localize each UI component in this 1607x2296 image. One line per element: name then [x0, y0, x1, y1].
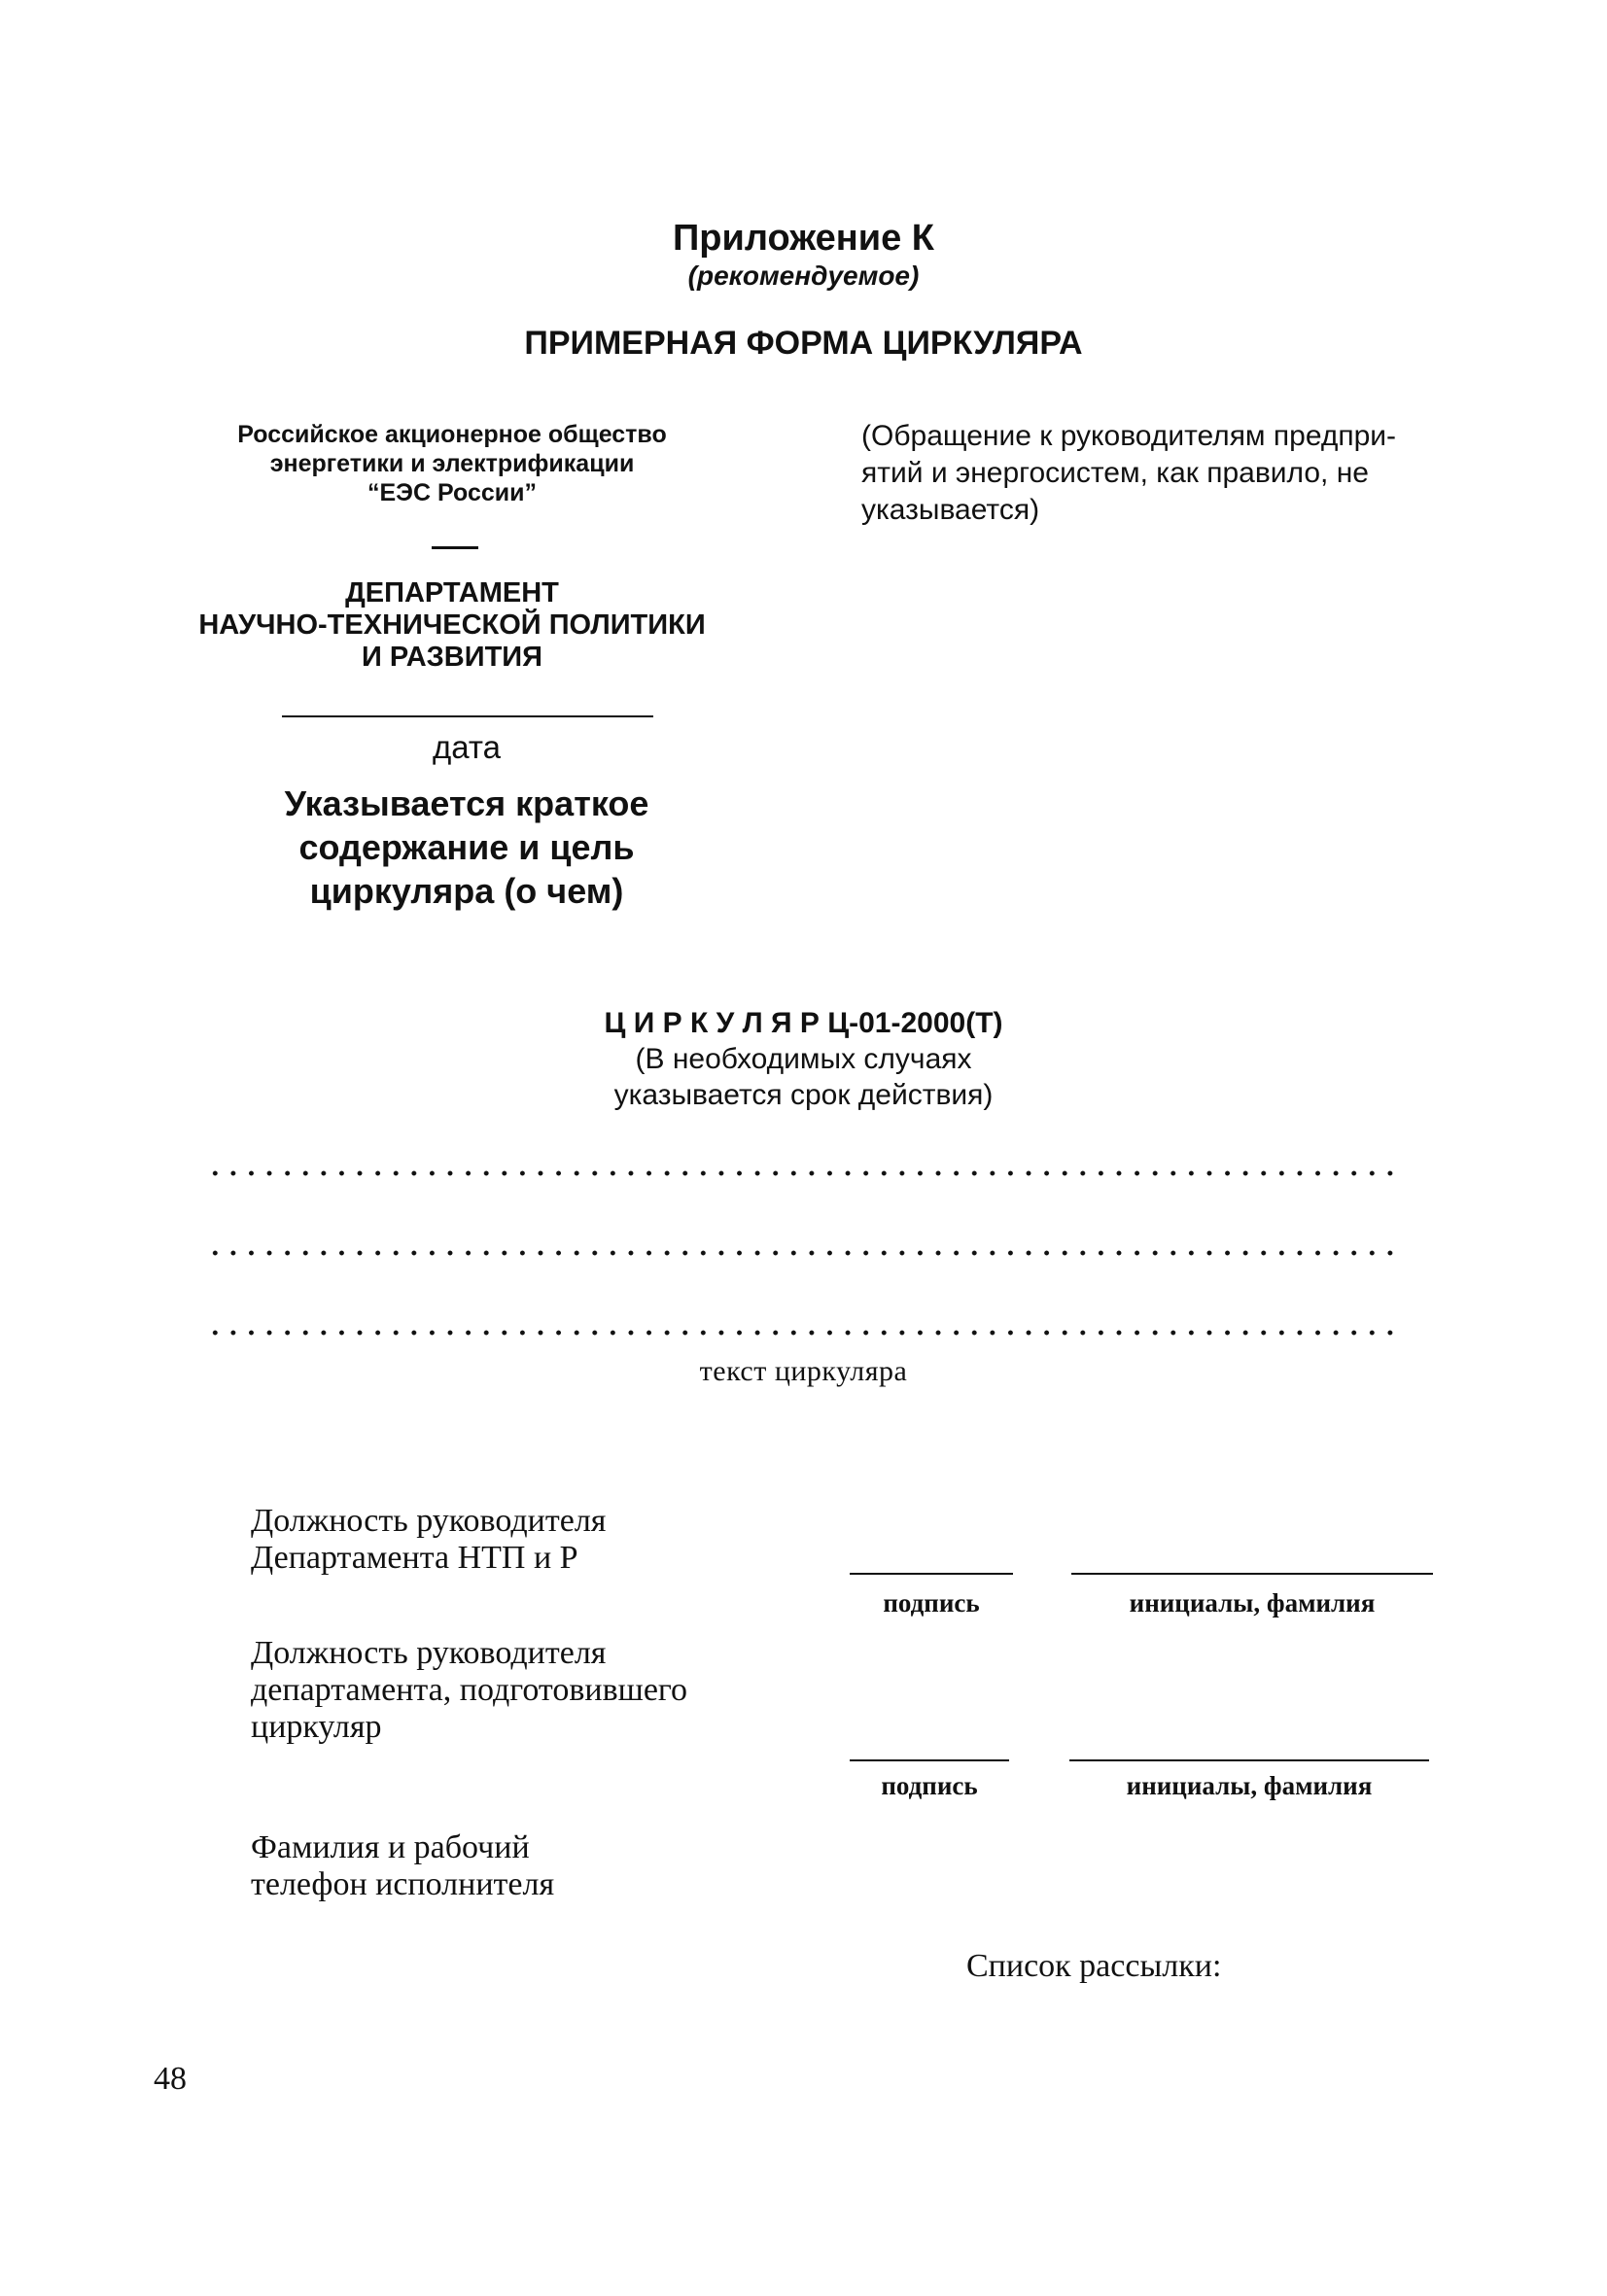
signer2-position-line: Должность руководителя	[251, 1635, 607, 1671]
appendix-title: Приложение К	[672, 218, 934, 259]
signer2-position-line: циркуляр	[251, 1709, 382, 1745]
signer1-position-line: Департамента НТП и Р	[251, 1540, 578, 1576]
signer2-name-line	[1069, 1759, 1429, 1761]
signer2-position	[251, 1635, 687, 1746]
date-line	[282, 715, 653, 717]
department-line: ДЕПАРТАМЕНТ	[345, 577, 559, 609]
dotted-text-line	[206, 1170, 1402, 1176]
addressee-note	[861, 418, 1464, 529]
signer2-signature-caption: подпись	[881, 1771, 978, 1800]
form-title: ПРИМЕРНАЯ ФОРМА ЦИРКУЛЯРА	[524, 325, 1083, 362]
department-block	[185, 577, 719, 674]
circular-note-line: указывается срок действия)	[613, 1079, 994, 1111]
organization-line: энергетики и электрификации	[269, 450, 635, 477]
signer1-position	[251, 1503, 606, 1577]
performer-info-line: телефон исполнителя	[251, 1866, 555, 1902]
department-line: НАУЧНО-ТЕХНИЧЕСКОЙ ПОЛИТИКИ	[198, 609, 706, 641]
signer1-signature-caption: подпись	[883, 1588, 980, 1618]
addressee-note-line: (Обращение к руководителям предпри-	[861, 420, 1397, 452]
signer2-position-line: департамента, подготовившего	[251, 1672, 688, 1708]
circular-note-line: (В необходимых случаях	[635, 1043, 972, 1075]
organization-block	[185, 420, 719, 507]
signer2-name-caption: инициалы, фамилия	[1126, 1771, 1373, 1800]
appendix-subtitle: (рекомендуемое)	[687, 261, 920, 291]
circular-title: Ц И Р К У Л Я Р Ц-01-2000(Т)	[604, 1007, 1003, 1039]
signer1-signature-line	[850, 1573, 1013, 1575]
signer1-position-line: Должность руководителя	[251, 1503, 607, 1539]
summary-block	[185, 782, 749, 913]
text-caption: текст циркуляра	[699, 1355, 908, 1387]
signer1-name-line	[1071, 1573, 1433, 1575]
performer-info-line: Фамилия и рабочий	[251, 1829, 530, 1865]
circular-block	[0, 1005, 1607, 1113]
organization-line: “ЕЭС России”	[367, 479, 537, 506]
dotted-text-line	[206, 1330, 1402, 1336]
distribution-list-label: Список рассылки:	[966, 1948, 1222, 1984]
dotted-text-line	[206, 1250, 1402, 1256]
page-number: 48	[154, 2061, 187, 2097]
department-line: И РАЗВИТИЯ	[362, 642, 542, 673]
summary-line: содержание и цель	[298, 827, 635, 867]
organization-divider	[432, 546, 478, 549]
signer1-name-caption: инициалы, фамилия	[1129, 1588, 1376, 1618]
summary-line: Указывается краткое	[284, 783, 649, 823]
addressee-note-line: указывается)	[861, 494, 1040, 526]
performer-info	[251, 1829, 554, 1903]
date-label: дата	[433, 729, 501, 765]
organization-line: Российское акционерное общество	[237, 421, 667, 448]
signer2-signature-line	[850, 1759, 1009, 1761]
addressee-note-line: ятий и энергосистем, как правило, не	[861, 457, 1369, 489]
summary-line: циркуляра (о чем)	[309, 871, 624, 911]
